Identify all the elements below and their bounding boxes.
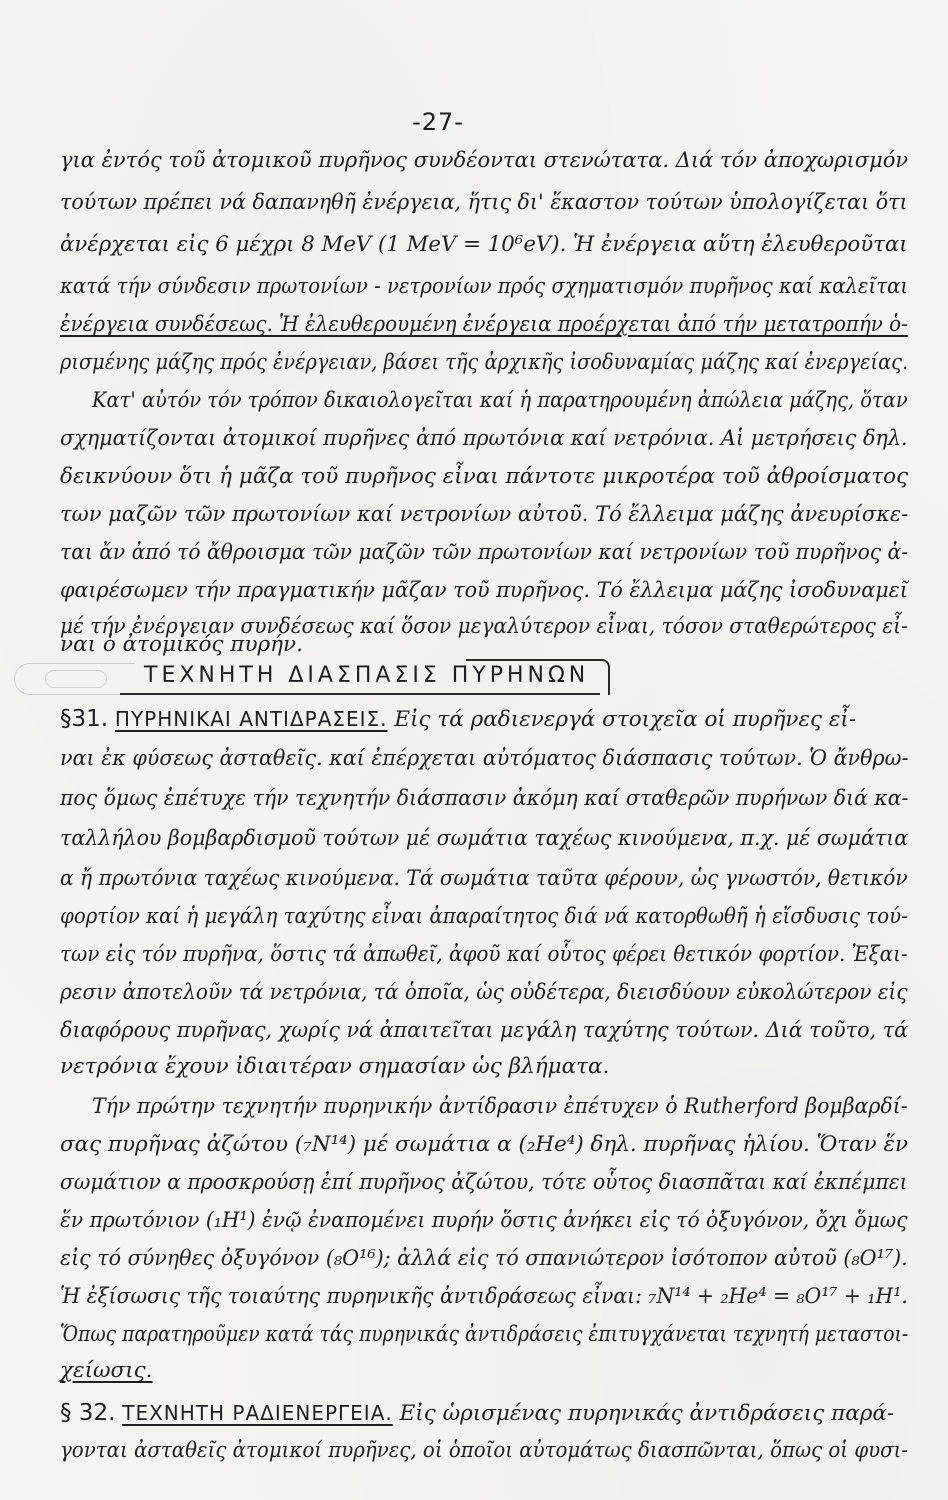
page-number: -27- <box>412 108 464 136</box>
text-line: ναι ὁ ἀτομικός πυρήν. <box>60 632 303 657</box>
text-line: φορτίον καί ἡ μεγάλη ταχύτης εἶναι ἀπαραίτητος διά νά κατορθωθῆ ἡ εἴσδυσις τού- <box>60 904 908 929</box>
text-line: Ὅπως παρατηροῦμεν κατά τάς πυρηνικάς ἀντιδράσεις ἐπιτυγχάνεται τεχνητή μεταστοι- <box>60 1322 909 1347</box>
text-line: ἀνέρχεται εἰς 6 μέχρι 8 MeV (1 MeV = 10⁶eV). Ἡ ἐνέργεια αὕτη ἐλευθεροῦται <box>60 232 908 257</box>
text-line: σας πυρῆνας ἀζώτου (₇N¹⁴) μέ σωμάτια α (₂He⁴) δηλ. πυρῆνας ἡλίου. Ὅταν ἕν <box>60 1132 908 1157</box>
arrow-decoration <box>14 663 135 695</box>
text-line: για ἐντός τοῦ ἀτομικοῦ πυρῆνος συνδέονται στενώτατα. Διά τόν ἀποχωρισμόν <box>60 148 909 173</box>
text-line: χείωσις. <box>60 1358 153 1383</box>
text-line: διαφόρους πυρῆνας, χωρίς νά ἀπαιτεῖται μεγάλη ταχύτης τούτων. Διά τοῦτο, τά <box>60 1018 909 1043</box>
text-line: Εἰς τά ραδιενεργά στοιχεῖα οἱ πυρῆνες εἶ- <box>394 707 857 732</box>
text-line: φαιρέσωμεν τήν πραγματικήν μᾶζαν τοῦ πυρῆνος. Τό ἔλλειμα μάζης ἰσοδυναμεῖ <box>60 578 908 603</box>
section-heading <box>0 661 948 701</box>
text-line: α ἤ πρωτόνια ταχέως κινούμενα. Τά σωμάτια ταῦτα φέρουν, ὡς γνωστόν, θετικόν <box>60 866 908 891</box>
section-heading-text: ΤΕΧΝΗΤΗ ΔΙΑΣΠΑΣΙΣ ΠΥΡΗΝΩΝ <box>144 663 590 688</box>
equation-line: Ἡ ἐξίσωσις τῆς τοιαύτης πυρηνικῆς ἀντιδράσεως εἶναι: ₇N¹⁴ + ₂He⁴ = ₈O¹⁷ + ₁H¹. <box>60 1284 908 1309</box>
text-line: ἐνέργεια συνδέσεως. Ἡ ἐλευθερουμένη ἐνέργεια προέρχεται ἀπό τήν μετατροπήν ὁ- <box>60 312 908 337</box>
text-line: ρισμένης μάζης πρός ἐνέργειαν, βάσει τῆς ἀρχικῆς ἰσοδυναμίας μάζης καί ἐνεργείας. <box>60 350 909 375</box>
text-line: τούτων πρέπει νά δαπανηθῆ ἐνέργεια, ἥτις δι' ἕκαστον τούτων ὑπολογίζεται ὅτι <box>60 190 908 215</box>
section-31-title: ΠΥΡΗΝΙΚΑΙ ΑΝΤΙΔΡΑΣΕΙΣ. <box>114 707 388 731</box>
text-line: ναι ἐκ φύσεως ἀσταθεῖς. καί ἐπέρχεται αὐτόματος διάσπασις τούτων. Ὁ ἄνθρω- <box>60 746 909 771</box>
section-31-number: §31. <box>60 706 109 732</box>
text-line: μέ τήν ἐνέργειαν συνδέσεως καί ὅσον μεγαλύτερον εἶναι, τόσον σταθερώτερος εἶ- <box>60 614 908 639</box>
text-line: νετρόνια ἔχουν ἰδιαιτέραν σημασίαν ὡς βλήματα. <box>60 1054 610 1079</box>
text-line: ταλλήλου βομβαρδισμοῦ τούτων μέ σωμάτια ταχέως κινούμενα, π.χ. μέ σωμάτια <box>60 826 909 851</box>
text-line: κατά τήν σύνδεσιν πρωτονίων - νετρονίων πρός σχηματισμόν πυρῆνος καί καλεῖται <box>60 274 909 299</box>
text-line: Κατ' αὐτόν τόν τρόπον δικαιολογεῖται καί ἡ παρατηρουμένη ἀπώλεια μάζης, ὅταν <box>92 388 908 413</box>
text-line: ται ἄν ἀπό τό ἄθροισμα τῶν μαζῶν τῶν πρωτονίων καί νετρονίων τοῦ πυρῆνος ἀ- <box>60 540 909 565</box>
text-line: των μαζῶν τῶν πρωτονίων καί νετρονίων αὐτοῦ. Τό ἔλλειμα μάζης ἀνευρίσκε- <box>60 502 909 527</box>
text-line: ἕν πρωτόνιον (₁H¹) ἐνῷ ἐναπομένει πυρήν ὅστις ἀνήκει εἰς τό ὀξυγόνον, ὄχι ὅμως <box>60 1208 908 1233</box>
text-line: σωμάτιον α προσκρούσῃ ἐπί πυρῆνος ἀζώτου, τότε οὗτος διασπᾶται καί ἐκπέμπει <box>60 1170 908 1195</box>
heading-underline <box>120 693 600 695</box>
text-line: ρεσιν ἀποτελοῦν τά νετρόνια, τά ὁποῖα, ὡς οὐδέτερα, διεισδύουν εὐκολώτερον εἰς <box>60 980 908 1005</box>
text-line: των εἰς τόν πυρῆνα, ὅστις τά ἀπωθεῖ, ἀφοῦ καί οὗτος φέρει θετικόν φορτίον. Ἐξαι- <box>60 942 908 967</box>
section-31-first-line <box>60 704 856 735</box>
text-line: σχηματίζονται ἀτομικοί πυρῆνες ἀπό πρωτόνια καί νετρόνια. Αἱ μετρήσεις δηλ. <box>60 426 908 451</box>
text-line: πος ὅμως ἐπέτυχε τήν τεχνητήν διάσπασιν ἀκόμη καί σταθερῶν πυρήνων διά κα- <box>60 786 909 811</box>
section-32-title: ΤΕΧΝΗΤΗ ΡΑΔΙΕΝΕΡΓΕΙΑ. <box>122 1401 393 1425</box>
section-32-first-line <box>60 1398 894 1429</box>
text-line: Τήν πρώτην τεχνητήν πυρηνικήν ἀντίδρασιν ἐπέτυχεν ὁ Rutherford βομβαρδί- <box>92 1094 908 1119</box>
section-32-number: § 32. <box>60 1400 116 1426</box>
text-line: γονται ἀσταθεῖς ἀτομικοί πυρῆνες, οἱ ὁποῖοι αὐτομάτως διασπῶνται, ὅπως οἱ φυσι- <box>60 1438 909 1463</box>
text-line: δεικνύουν ὅτι ἡ μᾶζα τοῦ πυρῆνος εἶναι πάντοτε μικροτέρα τοῦ ἀθροίσματος <box>60 464 909 489</box>
text-line: εἰς τό σύνηθες ὀξυγόνον (₈O¹⁶); ἀλλά εἰς τό σπανιώτερον ἰσότοπον αὐτοῦ (₈O¹⁷). <box>60 1246 908 1271</box>
text-line: Εἰς ὡρισμένας πυρηνικάς ἀντιδράσεις παρά- <box>399 1401 895 1426</box>
